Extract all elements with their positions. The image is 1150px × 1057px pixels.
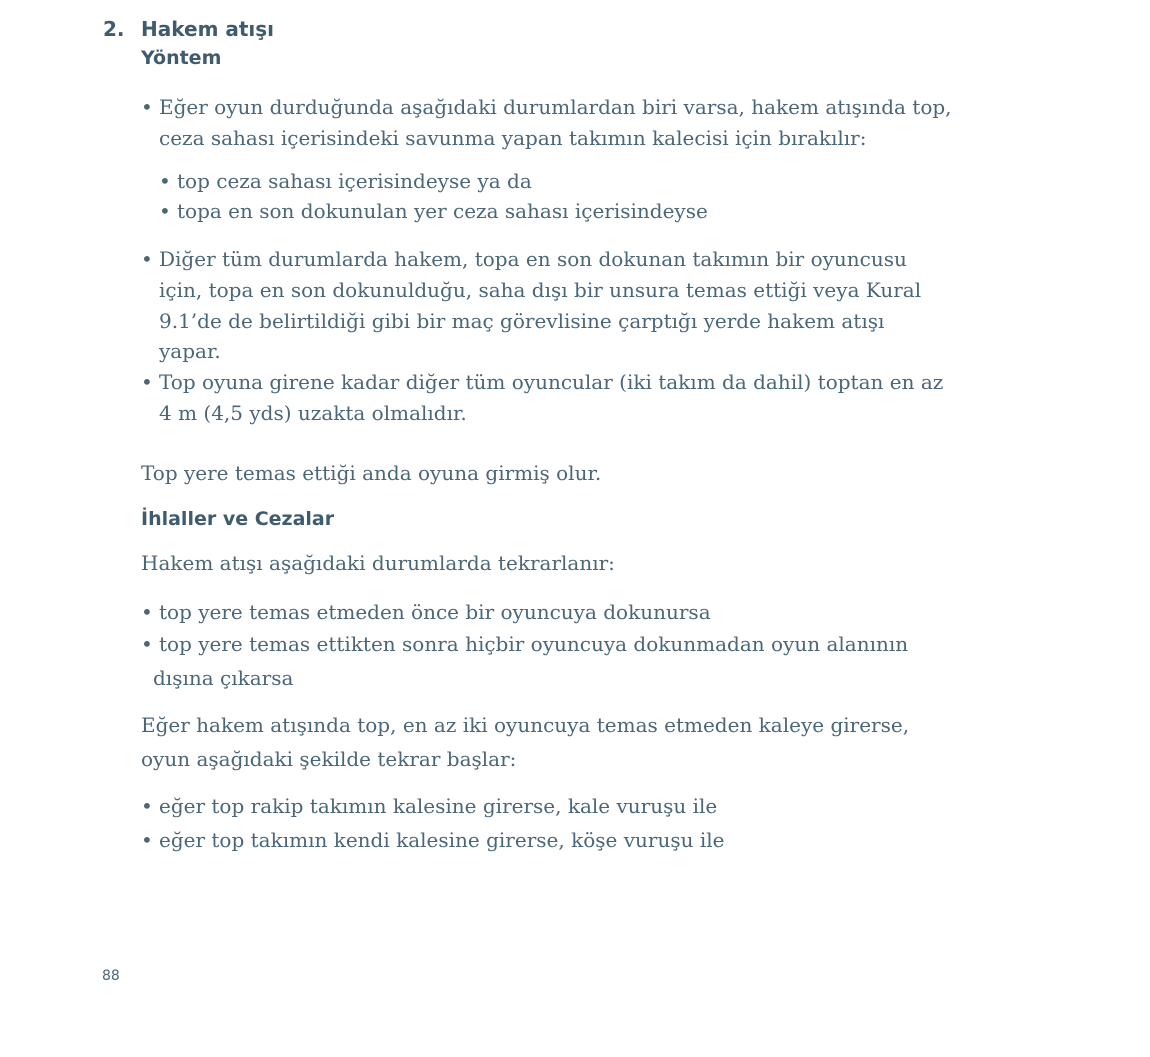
method-bullet-2-line-3: 9.1’de de belirtildiği gibi bir maç görevlisine çarptığı yerde hakem atışı <box>159 309 885 333</box>
page-number: 88 <box>102 968 120 984</box>
bullet-dot: • <box>141 828 153 852</box>
bullet-dot: • <box>141 370 153 394</box>
offences-intro: Hakem atışı aşağıdaki durumlarda tekrarlanır: <box>141 551 615 575</box>
restart-paragraph-line-2: oyun aşağıdaki şekilde tekrar başlar: <box>141 747 517 771</box>
method-bullet-1-line-1: • Eğer oyun durduğunda aşağıdaki durumlardan biri varsa, hakem atışında top, <box>141 92 952 123</box>
restart-paragraph-line-1: Eğer hakem atışında top, en az iki oyuncuya temas etmeden kaleye girerse, <box>141 713 910 737</box>
offences-bullet-2-line-1: • top yere temas ettikten sonra hiçbir oyuncuya dokunmadan oyun alanının <box>141 629 908 660</box>
bullet-dot: • <box>141 600 153 624</box>
restart-bullet-1: • eğer top rakip takımın kalesine girerse, kale vuruşu ile <box>141 791 717 822</box>
in-play-paragraph: Top yere temas ettiği anda oyuna girmiş olur. <box>141 461 602 485</box>
sub-bullet-1: • top ceza sahası içerisindeyse ya da <box>159 166 532 197</box>
bullet-dot: • <box>141 247 153 271</box>
bullet-dot: • <box>141 794 153 818</box>
bullet-dot: • <box>141 95 153 119</box>
method-bullet-3-line-2: 4 m (4,5 yds) uzakta olmalıdır. <box>159 401 467 425</box>
bullet-dot: • <box>159 199 171 223</box>
section-title: Hakem atışı <box>141 17 275 41</box>
subsection-title: Yöntem <box>141 47 222 69</box>
bullet-dot: • <box>159 169 171 193</box>
sub-bullet-2: • topa en son dokunulan yer ceza sahası içerisindeyse <box>159 196 708 227</box>
offences-heading: İhlaller ve Cezalar <box>141 508 335 530</box>
offences-bullet-2-line-2: dışına çıkarsa <box>153 666 294 690</box>
method-bullet-3-line-1: • Top oyuna girene kadar diğer tüm oyuncular (iki takım da dahil) toptan en az <box>141 367 943 398</box>
offences-bullet-1: • top yere temas etmeden önce bir oyuncuya dokunursa <box>141 597 711 628</box>
restart-bullet-2: • eğer top takımın kendi kalesine girerse, köşe vuruşu ile <box>141 825 724 856</box>
method-bullet-2-line-1: • Diğer tüm durumlarda hakem, topa en son dokunan takımın bir oyuncusu <box>141 244 907 275</box>
method-bullet-2-line-4: yapar. <box>159 339 221 363</box>
method-bullet-1-line-2: ceza sahası içerisindeki savunma yapan takımın kalecisi için bırakılır: <box>159 126 867 150</box>
method-bullet-2-line-2: için, topa en son dokunulduğu, saha dışı bir unsura temas ettiği veya Kural <box>159 278 922 302</box>
section-number: 2. <box>103 17 125 41</box>
bullet-dot: • <box>141 632 153 656</box>
